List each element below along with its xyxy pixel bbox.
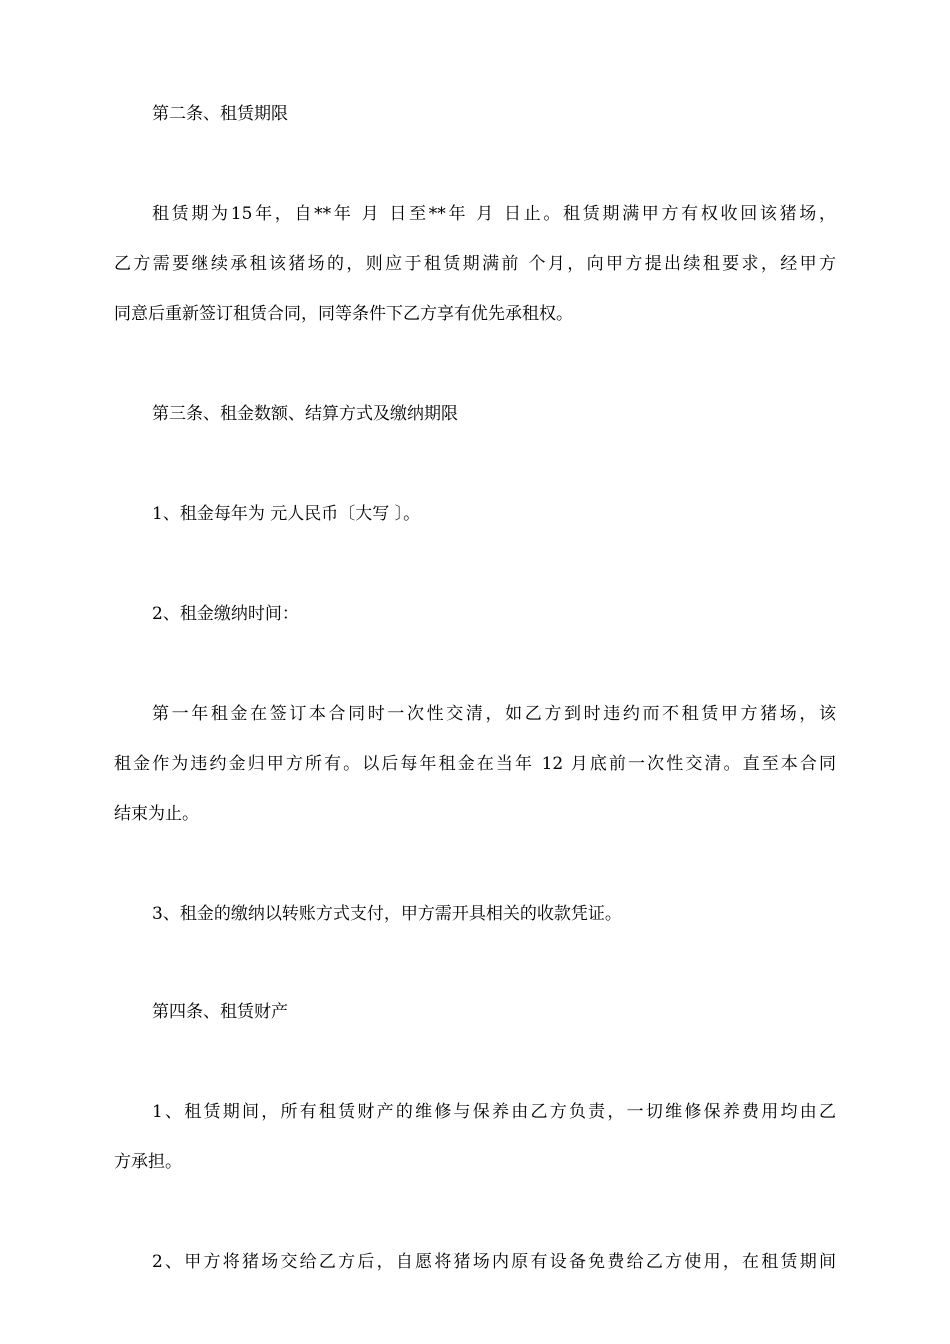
article-4-item-2-line-1: 2、甲方将猪场交给乙方后，自愿将猪场内原有设备免费给乙方使用，在租赁期间 [152, 1252, 836, 1272]
article-3-paragraph-line-1: 第一年租金在签订本合同时一次性交清，如乙方到时违约而不租赁甲方猪场，该 [152, 704, 836, 724]
article-3-paragraph-line-3: 结束为止。 [114, 804, 199, 824]
article-2-paragraph-line-2: 乙方需要继续承租该猪场的，则应于租赁期满前 个月，向甲方提出续租要求，经甲方 [114, 254, 836, 274]
article-3-item-2: 2、租金缴纳时间： [152, 604, 299, 624]
article-3-paragraph-line-2: 租金作为违约金归甲方所有。以后每年租金在当年 12 月底前一次性交清。直至本合同 [114, 754, 836, 774]
article-2-paragraph-line-1: 租赁期为15年，自**年 月 日至**年 月 日止。租赁期满甲方有权收回该猪场， [152, 204, 836, 224]
article-3-item-3: 3、租金的缴纳以转账方式支付，甲方需开具相关的收款凭证。 [152, 904, 622, 924]
article-2-heading: 第二条、租赁期限 [152, 104, 288, 124]
article-4-item-1-line-1: 1、租赁期间，所有租赁财产的维修与保养由乙方负责，一切维修保养费用均由乙 [152, 1102, 836, 1122]
article-3-heading: 第三条、租金数额、结算方式及缴纳期限 [152, 404, 458, 424]
article-3-item-1: 1、租金每年为 元人民币〔大写 〕。 [152, 504, 421, 524]
article-2-paragraph-line-3: 同意后重新签订租赁合同，同等条件下乙方享有优先承租权。 [114, 304, 573, 324]
article-4-heading: 第四条、租赁财产 [152, 1002, 288, 1022]
article-4-item-1-line-2: 方承担。 [114, 1152, 182, 1172]
